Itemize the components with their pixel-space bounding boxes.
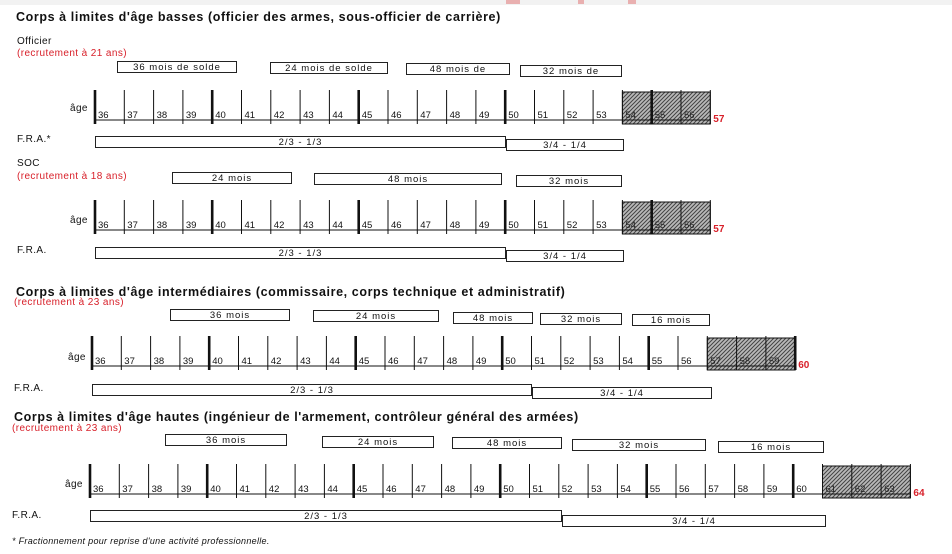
age-tick-label: 44: [332, 220, 343, 231]
age-tick-label: 41: [244, 110, 256, 121]
age-tick-label: 54: [625, 220, 636, 231]
intermediate-fra-split-2: 3/4 - 1/4: [532, 387, 712, 399]
soc-duration-2: 48 mois: [314, 173, 502, 185]
intermediate-duration-2: 24 mois: [313, 310, 439, 322]
age-tick-label: 48: [449, 220, 461, 231]
age-tick-label: 40: [215, 220, 226, 231]
soc-fra-split-1: 2/3 - 1/3: [95, 247, 506, 259]
age-limit-label: 60: [798, 360, 810, 371]
age-tick-label: 46: [386, 484, 397, 495]
high-duration-4: 32 mois: [572, 439, 706, 451]
age-tick-label: 48: [449, 110, 461, 121]
age-tick-label: 43: [298, 484, 309, 495]
soc-fra-split-2: 3/4 - 1/4: [506, 250, 624, 262]
age-tick-label: 43: [303, 110, 314, 121]
age-tick-label: 55: [654, 220, 666, 231]
intermediate-age-axis: [92, 332, 822, 372]
high-age-label: âge: [65, 479, 83, 490]
age-tick-label: 54: [620, 484, 631, 495]
age-tick-label: 56: [679, 484, 690, 495]
age-tick-label: 57: [710, 356, 721, 367]
age-tick-label: 45: [356, 484, 368, 495]
high-duration-1: 36 mois: [165, 434, 287, 446]
soc-recruit-note: (recrutement à 18 ans): [17, 171, 127, 182]
soc-fra-label: F.R.A.: [17, 245, 47, 256]
officier-duration-1: 36 mois de solde: [117, 61, 237, 73]
age-tick-label: 39: [180, 484, 192, 495]
age-tick-label: 56: [681, 356, 692, 367]
age-tick-label: 58: [737, 484, 749, 495]
age-tick-label: 52: [561, 484, 573, 495]
intermediate-age-label: âge: [68, 352, 86, 363]
age-tick-label: 51: [534, 356, 546, 367]
age-tick-label: 38: [151, 484, 163, 495]
age-tick-label: 52: [563, 356, 575, 367]
section-title-high-age: Corps à limites d'âge hautes (ingénieur de l'armement, contrôleur général des armées): [14, 410, 579, 424]
soc-heading: SOC: [17, 158, 40, 169]
officier-age-scale: [95, 86, 735, 130]
officier-fra-label: F.R.A.*: [17, 134, 51, 145]
age-tick-label: 46: [391, 220, 402, 231]
intermediate-duration-5: 16 mois: [632, 314, 710, 326]
officier-age-axis: [95, 86, 735, 126]
age-tick-label: 42: [268, 484, 280, 495]
age-tick-label: 60: [796, 484, 807, 495]
high-duration-3: 48 mois: [452, 437, 562, 449]
age-tick-label: 47: [420, 110, 431, 121]
age-tick-label: 46: [391, 110, 402, 121]
age-tick-label: 37: [122, 484, 133, 495]
high-recruit-note: (recrutement à 23 ans): [12, 423, 122, 434]
age-tick-label: 44: [332, 110, 343, 121]
age-tick-label: 40: [215, 110, 226, 121]
age-tick-label: 36: [98, 220, 109, 231]
age-tick-label: 40: [210, 484, 221, 495]
age-tick-label: 36: [93, 484, 104, 495]
age-tick-label: 38: [156, 110, 168, 121]
age-limit-label: 64: [913, 488, 925, 499]
age-tick-label: 45: [361, 110, 373, 121]
age-tick-label: 51: [537, 110, 549, 121]
top-scan-edge: [0, 0, 952, 5]
age-tick-label: 51: [537, 220, 549, 231]
high-duration-2: 24 mois: [322, 436, 434, 448]
soc-duration-1: 24 mois: [172, 172, 292, 184]
intermediate-recruit-note: (recrutement à 23 ans): [14, 297, 124, 308]
intermediate-fra-split-1: 2/3 - 1/3: [92, 384, 532, 396]
age-tick-label: 56: [684, 110, 695, 121]
age-tick-label: 55: [651, 356, 663, 367]
soc-age-scale: [95, 196, 735, 240]
age-tick-label: 50: [505, 356, 516, 367]
high-age-scale: [90, 460, 940, 504]
age-tick-label: 52: [566, 220, 578, 231]
high-duration-5: 16 mois: [718, 441, 824, 453]
age-tick-label: 50: [508, 110, 519, 121]
age-tick-label: 54: [625, 110, 636, 121]
age-tick-label: 49: [473, 484, 485, 495]
age-tick-label: 48: [446, 356, 458, 367]
section-title-low-age: Corps à limites d'âge basses (officier des armes, sous-officier de carrière): [16, 10, 501, 24]
age-tick-label: 45: [361, 220, 373, 231]
age-tick-label: 47: [420, 220, 431, 231]
age-tick-label: 53: [596, 220, 607, 231]
officier-duration-3: 48 mois de: [406, 63, 510, 75]
age-tick-label: 39: [182, 356, 194, 367]
age-tick-label: 63: [884, 484, 895, 495]
age-tick-label: 38: [156, 220, 168, 231]
age-tick-label: 54: [622, 356, 633, 367]
age-tick-label: 37: [124, 356, 135, 367]
officier-duration-4: 32 mois de: [520, 65, 622, 77]
age-tick-label: 56: [684, 220, 695, 231]
age-tick-label: 49: [478, 220, 490, 231]
age-tick-label: 47: [417, 356, 428, 367]
age-tick-label: 42: [273, 220, 285, 231]
age-tick-label: 39: [185, 220, 197, 231]
intermediate-duration-3: 48 mois: [453, 312, 533, 324]
intermediate-age-scale: [92, 332, 822, 376]
age-tick-label: 53: [593, 356, 604, 367]
intermediate-duration-4: 32 mois: [540, 313, 622, 325]
age-tick-label: 42: [273, 110, 285, 121]
age-tick-label: 50: [503, 484, 514, 495]
footnote: * Fractionnement pour reprise d'une activité professionnelle.: [12, 536, 270, 546]
high-fra-label: F.R.A.: [12, 510, 42, 521]
age-tick-label: 39: [185, 110, 197, 121]
intermediate-fra-label: F.R.A.: [14, 383, 44, 394]
age-tick-label: 41: [244, 220, 256, 231]
age-tick-label: 55: [654, 110, 666, 121]
high-age-axis: [90, 460, 940, 500]
age-tick-label: 62: [854, 484, 866, 495]
soc-age-axis: [95, 196, 735, 236]
high-fra-split-1: 2/3 - 1/3: [90, 510, 562, 522]
age-tick-label: 41: [239, 484, 251, 495]
age-tick-label: 53: [596, 110, 607, 121]
age-tick-label: 57: [708, 484, 719, 495]
age-tick-label: 38: [153, 356, 165, 367]
age-tick-label: 61: [825, 484, 837, 495]
age-limit-label: 57: [713, 224, 725, 235]
age-tick-label: 45: [358, 356, 370, 367]
high-fra-split-2: 3/4 - 1/4: [562, 515, 826, 527]
age-tick-label: 49: [478, 110, 490, 121]
age-tick-label: 36: [95, 356, 106, 367]
age-tick-label: 41: [241, 356, 253, 367]
age-tick-label: 46: [388, 356, 399, 367]
officier-heading: Officier: [17, 36, 52, 47]
age-tick-label: 48: [444, 484, 456, 495]
age-tick-label: 58: [739, 356, 751, 367]
age-tick-label: 42: [270, 356, 282, 367]
officier-age-label: âge: [70, 103, 88, 114]
age-tick-label: 59: [766, 484, 778, 495]
age-tick-label: 49: [475, 356, 487, 367]
age-tick-label: 52: [566, 110, 578, 121]
officier-fra-split-1: 2/3 - 1/3: [95, 136, 506, 148]
soc-duration-3: 32 mois: [516, 175, 622, 187]
age-tick-label: 36: [98, 110, 109, 121]
soc-age-label: âge: [70, 215, 88, 226]
age-tick-label: 43: [303, 220, 314, 231]
age-tick-label: 55: [649, 484, 661, 495]
age-limit-label: 57: [713, 114, 725, 125]
age-tick-label: 53: [591, 484, 602, 495]
age-tick-label: 50: [508, 220, 519, 231]
age-tick-label: 51: [532, 484, 544, 495]
age-tick-label: 44: [329, 356, 340, 367]
officier-recruit-note: (recrutement à 21 ans): [17, 48, 127, 59]
age-tick-label: 43: [300, 356, 311, 367]
age-tick-label: 40: [212, 356, 223, 367]
age-tick-label: 59: [768, 356, 780, 367]
officier-fra-split-2: 3/4 - 1/4: [506, 139, 624, 151]
age-tick-label: 47: [415, 484, 426, 495]
age-tick-label: 37: [127, 220, 138, 231]
officier-duration-2: 24 mois de solde: [270, 62, 388, 74]
intermediate-duration-1: 36 mois: [170, 309, 290, 321]
section-title-intermediate-age: Corps à limites d'âge intermédiaires (commissaire, corps technique et administratif): [16, 285, 566, 299]
age-tick-label: 44: [327, 484, 338, 495]
age-tick-label: 37: [127, 110, 138, 121]
